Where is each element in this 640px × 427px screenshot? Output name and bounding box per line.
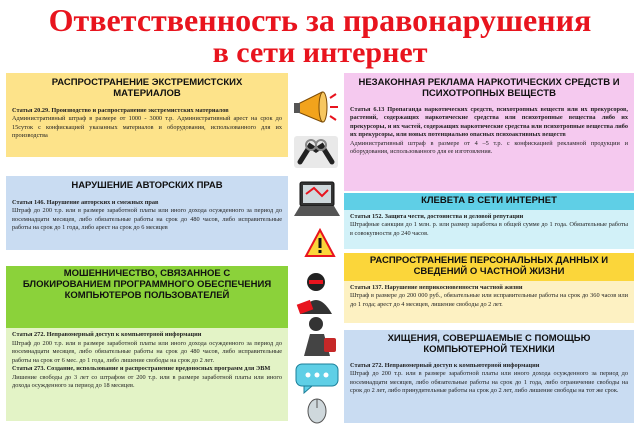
mouse-illustration xyxy=(302,394,332,424)
thief-illustration xyxy=(294,314,340,358)
box-extremism-heading: РАСПРОСТРАНЕНИЕ ЭКСТРЕМИСТСКИХ МАТЕРИАЛОВ xyxy=(51,77,243,99)
box-advertising-text: Административный штраф в размере от 4 –5 т.р. с конфискацией рекламной продукции и оборудования, использованного для ее изготовления. xyxy=(350,139,628,156)
box-slander-body xyxy=(344,210,634,242)
box-fraud-heading: МОШЕННИЧЕСТВО, СВЯЗАННОЕ С БЛОКИРОВАНИЕМ ПРОГРАММНОГО ОБЕСПЕЧЕНИЯ КОМПЬЮТЕРОВ ПОЛЬЗОВАТЕЛЕЙ xyxy=(6,266,288,328)
box-copyright-body xyxy=(6,196,288,236)
box-slander xyxy=(344,193,634,249)
warning-sign-illustration xyxy=(304,228,336,258)
box-personal-article: Статья 137. Нарушение неприкосновенности частной жизни xyxy=(350,283,523,291)
box-copyright xyxy=(6,176,288,250)
box-fraud-body xyxy=(6,328,288,394)
megaphone-illustration xyxy=(292,88,340,128)
poster-title-line2: в сети интернет xyxy=(212,36,428,69)
box-personal xyxy=(344,253,634,323)
box-fraud-article2: Статья 273. Создание, использование и распространение вредоносных программ для ЭВМ xyxy=(12,365,271,372)
box-theft-body xyxy=(344,359,634,399)
box-slander-heading: КЛЕВЕТА В СЕТИ ИНТЕРНЕТ xyxy=(344,193,634,210)
box-copyright-heading: НАРУШЕНИЕ АВТОРСКИХ ПРАВ xyxy=(71,180,223,191)
box-theft-heading: ХИЩЕНИЯ, СОВЕРШАЕМЫЕ С ПОМОЩЬЮ КОМПЬЮТЕРНОЙ ТЕХНИКИ xyxy=(387,333,591,355)
box-advertising-body xyxy=(344,103,634,160)
box-personal-heading: РАСПРОСТРАНЕНИЕ ПЕРСОНАЛЬНЫХ ДАННЫХ И СВЕДЕНИЙ О ЧАСТНОЙ ЖИЗНИ xyxy=(344,253,634,281)
hacker-illustration xyxy=(292,268,340,316)
box-advertising xyxy=(344,73,634,191)
chat-bubble-illustration xyxy=(294,362,340,394)
box-advertising-article: Статья 6.13 Пропаганда наркотических средств, психотропных веществ или их прекурсоров, растений, содержащих наркотические средства или психотропные вещества либо их прекурсоры, и их частей, содержащих наркотические средства или психотропные вещества либо их прекурсоры, или новых потенциально опасных психоактивных веществ xyxy=(350,105,628,139)
box-extremism xyxy=(6,73,288,157)
box-theft-article: Статья 272. Неправомерный доступ к компьютерной информации xyxy=(350,361,540,369)
box-copyright-text: Штраф до 200 т.р. или в размере заработной платы или иного дохода осужденного за период до восемнадцати месяцев, либо обязательные работы на срок до 480 часов, либо исправительные работы на срок до 1 года, либо арест на срок до 6 месяцев xyxy=(12,207,282,232)
box-theft xyxy=(344,330,634,423)
box-extremism-text: Административный штраф в размере от 1000 - 3000 т.р. Административный арест на срок до 15суток с конфискацией указанных материалов и оборудования, использованного для их производства xyxy=(12,115,282,140)
box-fraud xyxy=(6,266,288,421)
box-extremism-article: Статья 20.29. Производство и распространение экстремистских материалов xyxy=(12,106,229,114)
box-slander-text: Штрафные санкции до 1 млн. р. или размер заработка в общей сумме до 1 года. Обязательные работы в совокупности до 240 часов. xyxy=(350,221,628,237)
box-personal-body xyxy=(344,281,634,313)
box-extremism-body xyxy=(6,104,288,144)
box-fraud-text2: Лишение свободы до 3 лет со штрафом от 200 т.р. или в размере заработной платы или иного дохода осужденного за период до 18 месяцев. xyxy=(12,373,282,389)
laptop-illustration xyxy=(292,178,342,222)
box-fraud-text1: Штраф до 200 т.р. или в размере заработной платы или иного дохода осужденного за период до восемнадцати месяцев, либо обязательные работы на срок до 480 часов, либо исправительные работы на срок от 6 мес. до 1 года, либо лишение свободы на срок до 2 лет. xyxy=(12,339,282,364)
box-personal-text: Штраф в размере до 200 000 руб., обязательные или исправительные работы на срок до 360 часов или до 1 года; арест до 4 месяцев, лишение свободы до 2 лет. xyxy=(350,292,628,308)
handcuffed-hands-illustration xyxy=(292,132,340,172)
box-copyright-article: Статья 146. Нарушение авторских и смежных прав xyxy=(12,198,159,206)
box-advertising-heading: НЕЗАКОННАЯ РЕКЛАМА НАРКОТИЧЕСКИХ СРЕДСТВ И ПСИХОТРОПНЫХ ВЕЩЕСТВ xyxy=(358,77,620,99)
box-theft-text: Штраф до 200 т.р. или в размере заработной платы или иного дохода осужденного за период до восемнадцати месяцев, либо обязательные работы на срок до 1 года, либо ограничение свободы на срок до 2 лет, либо принудительные работы на срок до 2 лет, либо лишение свободы на тот же срок. xyxy=(350,370,628,395)
poster-title-line1: Ответственность за правонарушения xyxy=(48,2,592,38)
box-slander-article: Статья 152. Защита чести, достоинства и деловой репутации xyxy=(350,212,524,220)
box-fraud-article1: Статья 272. Неправомерный доступ к компьютерной информации xyxy=(12,331,202,338)
